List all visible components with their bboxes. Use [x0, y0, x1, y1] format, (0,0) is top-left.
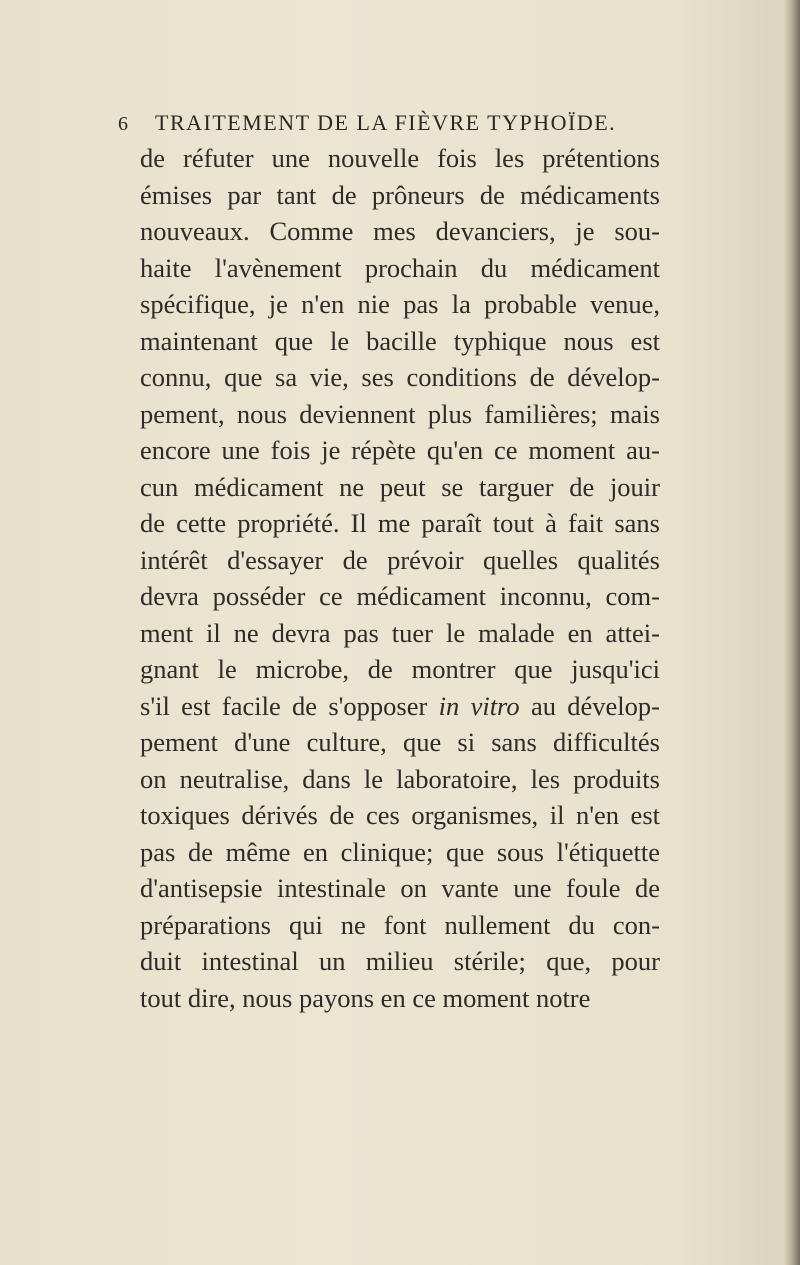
text-line: d'antisepsie intestinale on vante une foule de — [140, 873, 660, 903]
text-line: pas de même en clinique; que sous l'étiquette — [140, 836, 660, 867]
text-line: émises par tant de prôneurs de médicaments — [140, 179, 660, 210]
running-title: TRAITEMENT DE LA FIÈVRE TYPHOÏDE. — [155, 110, 617, 135]
text-line: devra posséder ce médicament inconnu, com- — [140, 581, 660, 611]
text-line: pement, nous deviennent plus familières; mais — [140, 398, 660, 429]
text-line: spécifique, je n'en nie pas la probable venue, — [140, 289, 660, 319]
text-line: connu, que sa vie, ses conditions de dévelop- — [140, 362, 660, 392]
page-number: 6 — [118, 113, 130, 135]
text-line: duit intestinal un milieu stérile; que, pour — [140, 946, 660, 976]
text-line: haite l'avènement prochain du médicament — [140, 252, 660, 283]
text-line: on neutralise, dans le laboratoire, les produits — [140, 763, 660, 794]
text-line: de réfuter une nouvelle fois les prétentions — [140, 143, 660, 173]
text-segment: s'il est facile de s'opposer — [140, 690, 439, 721]
body-text — [140, 140, 660, 1016]
text-line: pement d'une culture, que si sans difficultés — [140, 727, 660, 757]
text-line: tout dire, nous payons en ce moment notre — [140, 982, 591, 1013]
text-line: ment il ne devra pas tuer le malade en attei- — [140, 617, 660, 648]
text-line: toxiques dérivés de ces organismes, il n'en est — [140, 800, 660, 830]
text-line: intérêt d'essayer de prévoir quelles qualités — [140, 544, 660, 575]
text-line: nouveaux. Comme mes devanciers, je sou- — [140, 216, 660, 246]
text-line: préparations qui ne font nullement du con- — [140, 909, 660, 940]
text-line: encore une fois je répète qu'en ce moment au- — [140, 435, 660, 465]
text-line: cun médicament ne peut se targuer de jouir — [140, 471, 660, 502]
text-line: maintenant que le bacille typhique nous est — [140, 325, 660, 356]
text-line: gnant le microbe, de montrer que jusqu'ici — [140, 654, 660, 684]
text-line-with-italic — [140, 688, 660, 725]
text-line: de cette propriété. Il me paraît tout à fait sans — [140, 508, 660, 538]
text-segment: au dévelop- — [519, 690, 660, 721]
italic-phrase: in vitro — [438, 690, 520, 721]
page-edge-shadow — [784, 0, 800, 1265]
running-header — [118, 110, 658, 136]
